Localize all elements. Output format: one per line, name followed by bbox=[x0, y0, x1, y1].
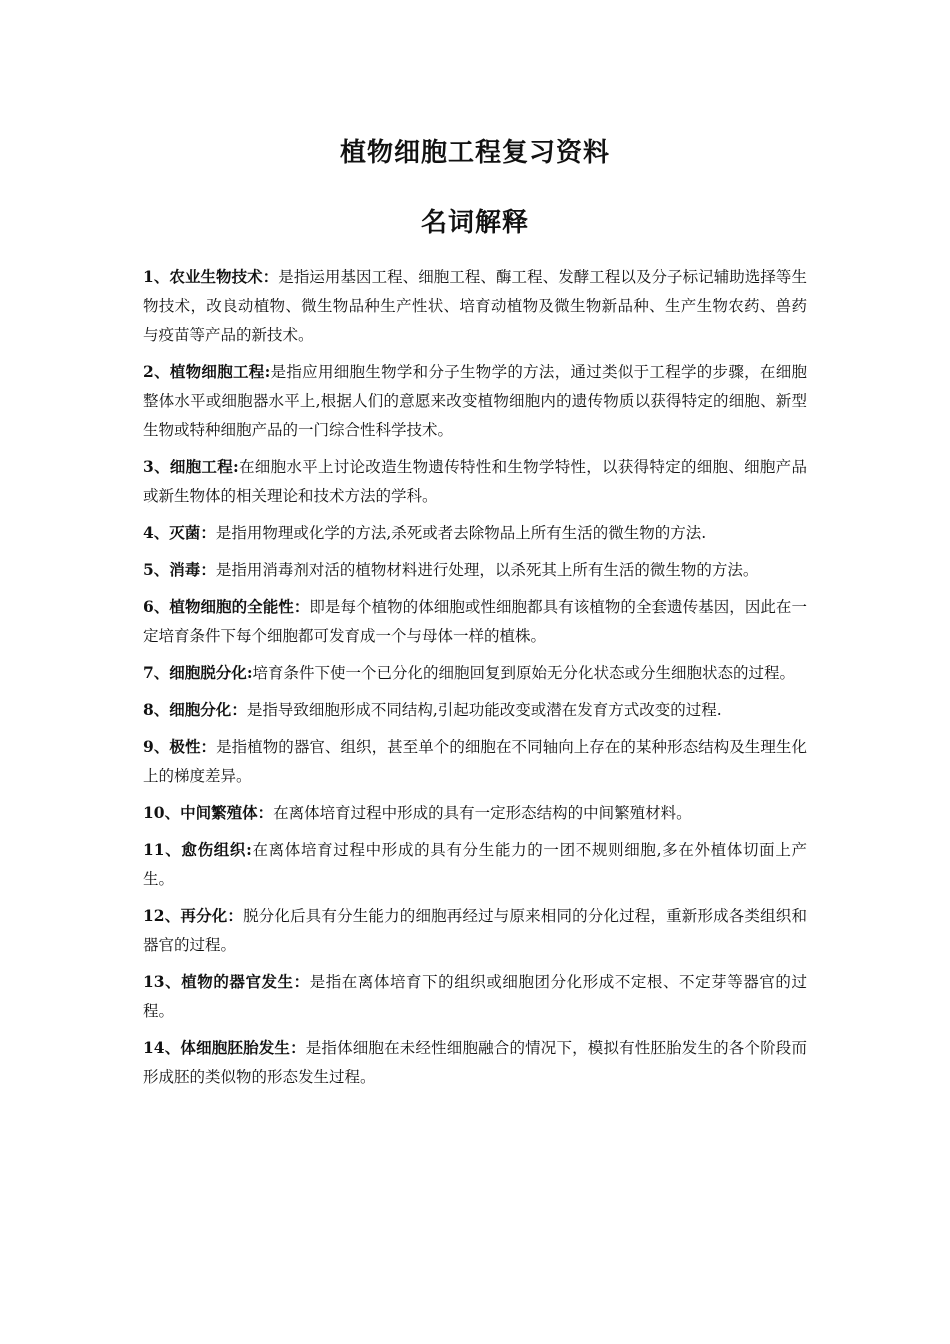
term-definition: 即是每个植物的体细胞或性细胞都具有该植物的全套遗传基因，因此在一定培育条件下每个细胞都可发育成一个与母体一样的植株。 bbox=[143, 598, 807, 645]
term-name: 灭菌 bbox=[169, 523, 201, 542]
term-number: 1、 bbox=[143, 267, 170, 286]
term-item bbox=[143, 732, 807, 791]
term-item bbox=[143, 357, 807, 445]
term-list bbox=[143, 262, 807, 1099]
term-name: 农业生物技术 bbox=[169, 267, 263, 286]
term-number: 8、 bbox=[143, 700, 170, 719]
term-name: 植物细胞工程 bbox=[169, 362, 265, 381]
term-name: 细胞脱分化 bbox=[169, 663, 247, 682]
term-name: 细胞工程 bbox=[169, 457, 233, 476]
term-item bbox=[143, 1033, 807, 1092]
term-name: 消毒 bbox=[169, 560, 201, 579]
term-item bbox=[143, 967, 807, 1026]
term-item bbox=[143, 518, 807, 548]
term-item bbox=[143, 798, 807, 828]
term-separator: : bbox=[233, 457, 239, 476]
term-separator: ： bbox=[231, 700, 247, 719]
term-name: 愈伤组织 bbox=[181, 840, 247, 859]
term-definition: 是指用物理或化学的方法,杀死或者去除物品上所有生活的微生物的方法. bbox=[215, 524, 707, 542]
term-number: 14、 bbox=[143, 1038, 181, 1057]
term-definition: 是指体细胞在未经性细胞融合的情况下，模拟有性胚胎发生的各个阶段而形成胚的类似物的形态发生过程。 bbox=[143, 1039, 807, 1086]
term-separator: : bbox=[246, 663, 253, 682]
term-definition: 是指在离体培育下的组织或细胞团分化形成不定根、不定芽等器官的过程。 bbox=[143, 973, 807, 1020]
term-name: 植物的器官发生 bbox=[181, 972, 294, 991]
term-definition: 在细胞水平上讨论改造生物遗传特性和生物学特性，以获得特定的细胞、细胞产品或新生物体的相关理论和技术方法的学科。 bbox=[143, 458, 807, 505]
term-number: 2、 bbox=[143, 362, 170, 381]
term-definition: 培育条件下使一个已分化的细胞回复到原始无分化状态或分生细胞状态的过程。 bbox=[252, 664, 796, 682]
term-number: 6、 bbox=[143, 597, 170, 616]
term-number: 11、 bbox=[143, 840, 182, 859]
term-number: 10、 bbox=[143, 803, 181, 822]
term-item bbox=[143, 901, 807, 960]
term-number: 7、 bbox=[143, 663, 170, 682]
term-name: 中间繁殖体 bbox=[180, 803, 258, 822]
term-item bbox=[143, 835, 807, 894]
term-separator: ： bbox=[200, 737, 217, 756]
term-number: 3、 bbox=[143, 457, 170, 476]
term-separator: : bbox=[264, 362, 271, 381]
term-number: 5、 bbox=[143, 560, 170, 579]
term-name: 体细胞胚胎发生 bbox=[180, 1038, 291, 1057]
term-definition: 脱分化后具有分生能力的细胞再经过与原来相同的分化过程，重新形成各类组织和器官的过程。 bbox=[143, 907, 807, 954]
term-definition: 在离体培育过程中形成的具有分生能力的一团不规则细胞,多在外植体切面上产生。 bbox=[143, 841, 807, 888]
term-definition: 在离体培育过程中形成的具有一定形态结构的中间繁殖材料。 bbox=[273, 804, 692, 822]
term-name: 极性 bbox=[169, 737, 201, 756]
term-item bbox=[143, 555, 807, 585]
term-separator: ： bbox=[290, 1038, 306, 1057]
term-item bbox=[143, 592, 807, 651]
term-definition: 是指应用细胞生物学和分子生物学的方法，通过类似于工程学的步骤，在细胞整体水平或细胞器水平上,根据人们的意愿来改变植物细胞内的遗传物质以获得特定的细胞、新型生物或特种细胞产品的一门综合性科学技术。 bbox=[143, 363, 807, 439]
term-item bbox=[143, 658, 807, 688]
term-separator: : bbox=[246, 840, 252, 859]
term-definition: 是指用消毒剂对活的植物材料进行处理，以杀死其上所有生活的微生物的方法。 bbox=[215, 561, 759, 579]
term-number: 9、 bbox=[143, 737, 170, 756]
term-definition: 是指导致细胞形成不同结构,引起功能改变或潜在发育方式改变的过程. bbox=[246, 701, 722, 719]
section-title: 名词解释 bbox=[420, 208, 529, 238]
term-name: 细胞分化 bbox=[169, 700, 232, 719]
term-definition: 是指植物的器官、组织，甚至单个的细胞在不同轴向上存在的某种形态结构及生理生化上的梯度差异。 bbox=[143, 738, 807, 785]
term-number: 13、 bbox=[143, 972, 182, 991]
term-item bbox=[143, 452, 807, 511]
term-name: 再分化 bbox=[180, 906, 228, 925]
term-separator: ： bbox=[227, 906, 244, 925]
term-separator: ： bbox=[200, 560, 216, 579]
term-definition: 是指运用基因工程、细胞工程、酶工程、发酵工程以及分子标记辅助选择等生物技术，改良动植物、微生物品种生产性状、培育动植物及微生物新品种、生产生物农药、兽药与疫苗等产品的新技术。 bbox=[143, 268, 807, 344]
term-item bbox=[143, 262, 807, 350]
term-separator: ： bbox=[200, 523, 216, 542]
term-separator: ： bbox=[293, 597, 310, 616]
term-separator: ： bbox=[293, 972, 310, 991]
term-number: 12、 bbox=[143, 906, 181, 925]
term-separator: ： bbox=[257, 803, 274, 822]
term-separator: ： bbox=[262, 267, 279, 286]
term-number: 4、 bbox=[143, 523, 170, 542]
term-name: 植物细胞的全能性 bbox=[169, 597, 294, 616]
document-title: 植物细胞工程复习资料 bbox=[339, 138, 610, 168]
term-item bbox=[143, 695, 807, 725]
